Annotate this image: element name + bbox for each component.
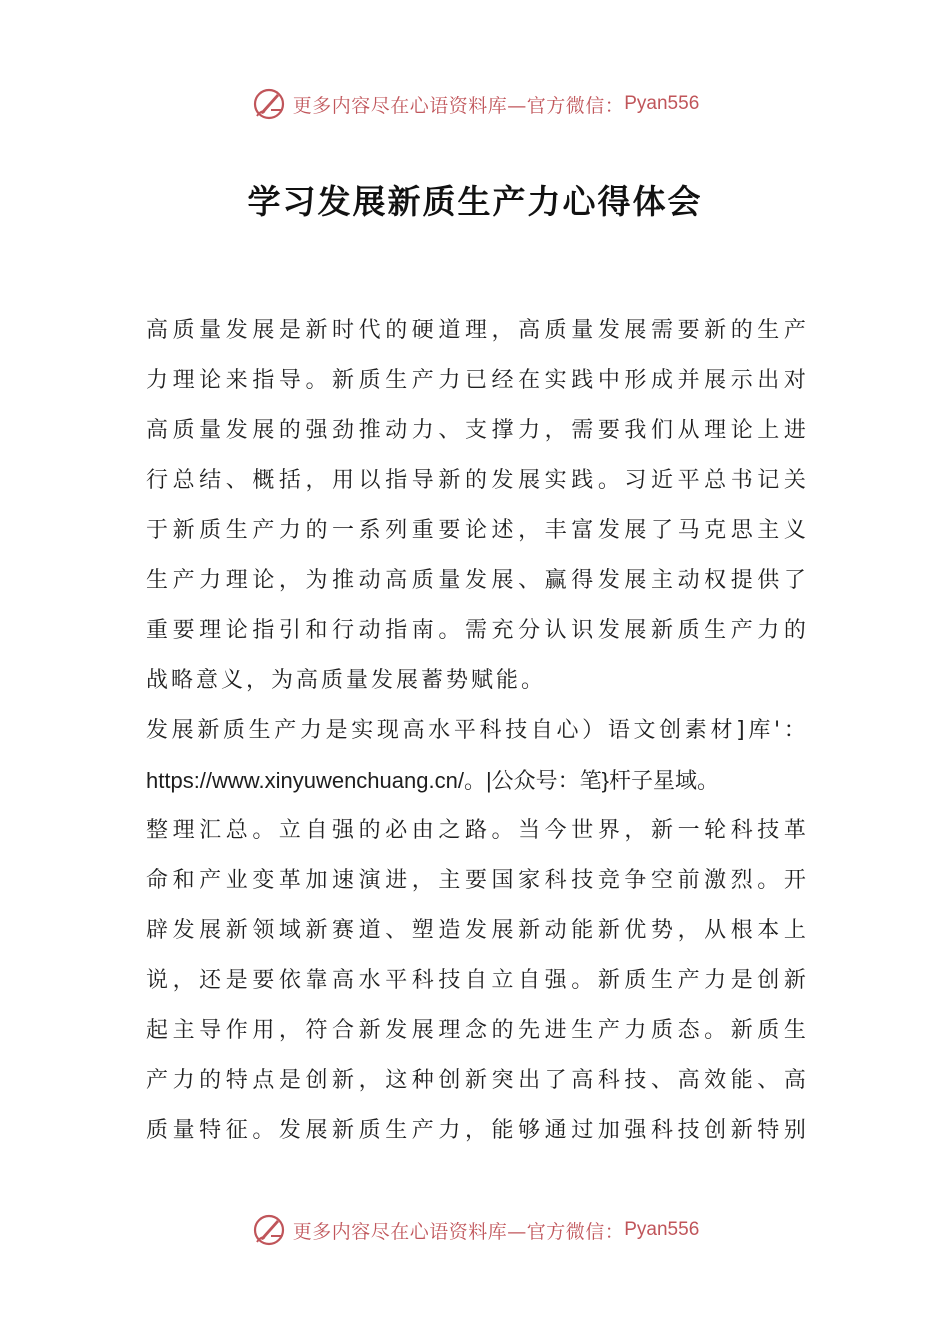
quill-logo-icon bbox=[251, 86, 287, 122]
text-line: 行 总 结 、 概 括 ， 用 以 指 导 新 的 发 展 实 践 。 习 近 平 总 书 记 关 bbox=[146, 468, 806, 493]
quill-logo-icon bbox=[251, 1212, 287, 1248]
text-line: 战略意义，为高质量发展蓄势赋能。 bbox=[146, 668, 547, 693]
page-title: 学习发展新质生产力心得体会 bbox=[247, 182, 703, 221]
text-line: 整 理 汇 总 。 立 自 强 的 必 由 之 路 。 当 今 世 界 ， 新 一 轮 科 技 革 bbox=[146, 818, 806, 843]
watermark-text: 更多内容尽在心语资料库—官方微信： bbox=[292, 1220, 625, 1243]
text-line: 命 和 产 业 变 革 加 速 演 进 ， 主 要 国 家 科 技 竞 争 空 前 激 烈 。 开 bbox=[146, 868, 806, 893]
header-watermark bbox=[0, 84, 950, 124]
body-text bbox=[146, 306, 806, 1156]
watermark-handle: Pyan556 bbox=[624, 93, 700, 114]
text-line-url: https://www.xinyuwenchuang.cn/。|公众号：笔}杆子星域。 bbox=[146, 768, 720, 793]
watermark-handle: Pyan556 bbox=[624, 1219, 700, 1240]
text-line: 辟 发 展 新 领 域 新 赛 道 、 塑 造 发 展 新 动 能 新 优 势 ， 从 根 本 上 bbox=[146, 918, 806, 943]
text-line: 力 理 论 来 指 导 。 新 质 生 产 力 已 经 在 实 践 中 形 成 并 展 示 出 对 bbox=[146, 368, 806, 393]
text-line: 产 力 的 特 点 是 创 新 ， 这 种 创 新 突 出 了 高 科 技 、 高 效 能 、 高 bbox=[146, 1068, 806, 1093]
text-line: 于 新 质 生 产 力 的 一 系 列 重 要 论 述 ， 丰 富 发 展 了 马 克 思 主 义 bbox=[146, 518, 806, 543]
text-line: 发 展 新 质 生 产 力 是 实 现 高 水 平 科 技 自 心 ） 语 文 创 素 材 ] 库 ' ： bbox=[146, 718, 806, 743]
text-line: 说 ， 还 是 要 依 靠 高 水 平 科 技 自 立 自 强 。 新 质 生 产 力 是 创 新 bbox=[146, 968, 806, 993]
text-line: 质 量 特 征 。 发 展 新 质 生 产 力 ， 能 够 通 过 加 强 科 技 创 新 特 别 bbox=[146, 1118, 806, 1143]
text-line: 生 产 力 理 论 ， 为 推 动 高 质 量 发 展 、 赢 得 发 展 主 动 权 提 供 了 bbox=[146, 568, 806, 593]
text-line: 重 要 理 论 指 引 和 行 动 指 南 。 需 充 分 认 识 发 展 新 质 生 产 力 的 bbox=[146, 618, 806, 643]
watermark-text: 更多内容尽在心语资料库—官方微信： bbox=[292, 94, 625, 117]
footer-watermark bbox=[0, 1210, 950, 1250]
text-line: 起 主 导 作 用 ， 符 合 新 发 展 理 念 的 先 进 生 产 力 质 态 。 新 质 生 bbox=[146, 1018, 806, 1043]
text-line: 高 质 量 发 展 的 强 劲 推 动 力 、 支 撑 力 ， 需 要 我 们 从 理 论 上 进 bbox=[146, 418, 806, 443]
text-line: 高 质 量 发 展 是 新 时 代 的 硬 道 理 ， 高 质 量 发 展 需 要 新 的 生 产 bbox=[146, 318, 806, 343]
